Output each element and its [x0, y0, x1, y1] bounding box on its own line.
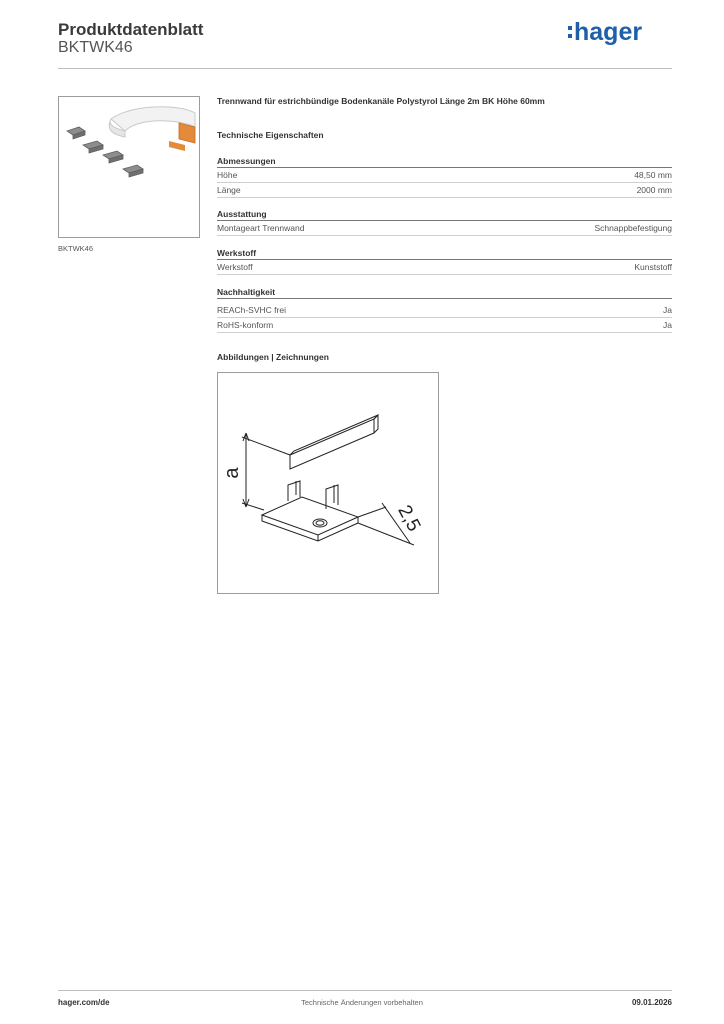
tech-properties-heading: Technische Eigenschaften — [217, 130, 324, 140]
row-label: RoHS-konform — [217, 320, 274, 330]
footer-note: Technische Änderungen vorbehalten — [301, 998, 423, 1007]
row-label: Werkstoff — [217, 262, 253, 272]
product-headline: Trennwand für estrichbündige Bodenkanäle Polystyrol Länge 2m BK Höhe 60mm — [217, 96, 545, 106]
footer-website-link[interactable]: hager.com/de — [58, 998, 110, 1007]
row-value: Ja — [663, 305, 672, 315]
row-label: Länge — [217, 185, 241, 195]
header-divider — [58, 68, 672, 69]
section-title: Ausstattung — [217, 208, 672, 221]
row-value: Kunststoff — [634, 262, 672, 272]
section-title: Nachhaltigkeit — [217, 286, 672, 299]
row-label: Montageart Trennwand — [217, 223, 305, 233]
table-row — [217, 183, 672, 198]
section-nachhaltigkeit — [217, 286, 672, 333]
image-caption: BKTWK46 — [58, 244, 94, 253]
technical-drawing — [217, 372, 439, 594]
table-row — [217, 221, 672, 236]
section-title: Abmessungen — [217, 155, 672, 168]
product-image — [58, 96, 200, 238]
drawings-heading: Abbildungen | Zeichnungen — [217, 352, 329, 362]
section-ausstattung — [217, 208, 672, 236]
product-code: BKTWK46 — [58, 39, 133, 56]
footer-date: 09.01.2026 — [631, 998, 672, 1007]
page-title: Produktdatenblatt — [58, 20, 204, 39]
row-label: REACh-SVHC frei — [217, 305, 286, 315]
row-label: Höhe — [217, 170, 238, 180]
row-value: 48,50 mm — [634, 170, 672, 180]
dimension-a-label: a — [221, 467, 243, 479]
row-value: Schnappbefestigung — [594, 223, 672, 233]
brand-wordmark: hager — [574, 18, 643, 46]
hager-logo — [568, 18, 658, 46]
section-werkstoff — [217, 247, 672, 275]
table-row — [217, 260, 672, 275]
footer-divider — [58, 990, 672, 991]
section-title: Werkstoff — [217, 247, 672, 260]
table-row — [217, 318, 672, 333]
table-row — [217, 168, 672, 183]
row-value: 2000 mm — [636, 185, 672, 195]
section-abmessungen — [217, 155, 672, 198]
table-row — [217, 303, 672, 318]
dimension-thickness-label: 2,5 — [393, 501, 425, 536]
row-value: Ja — [663, 320, 672, 330]
